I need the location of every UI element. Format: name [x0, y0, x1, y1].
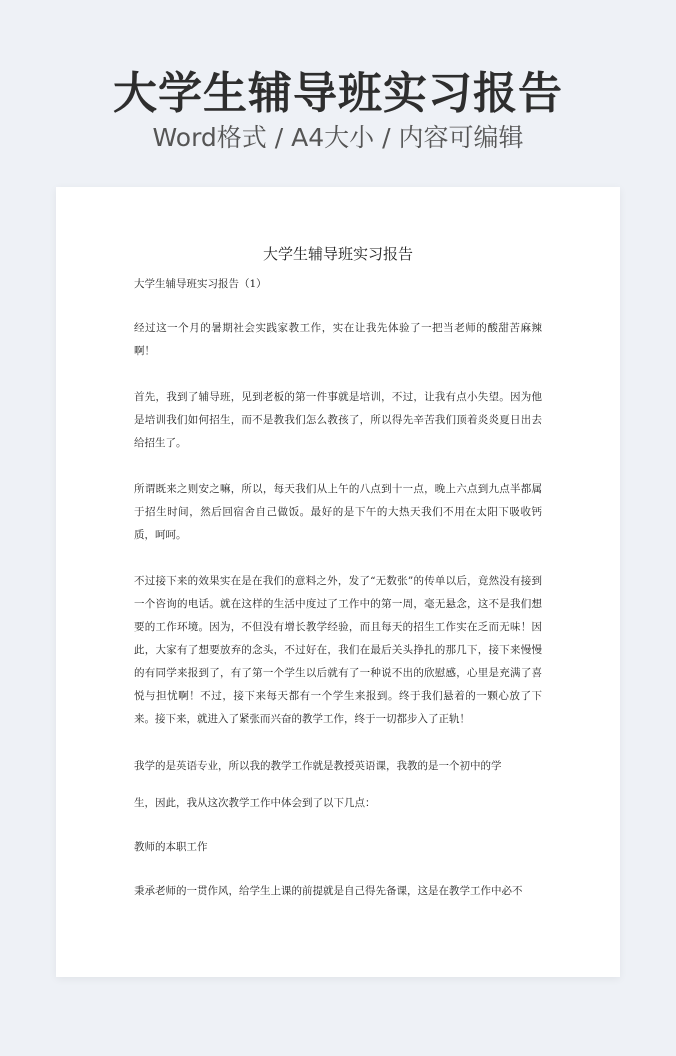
document-paragraph: 生，因此，我从这次教学工作中体会到了以下几点： — [134, 797, 376, 809]
document-subheading: 大学生辅导班实习报告（1） — [134, 278, 267, 290]
promo-subtitle: Word格式 / A4大小 / 内容可编辑 — [152, 123, 524, 152]
document-paragraph: 经过这一个月的暑期社会实践家教工作，实在让我先体验了一把当老师的酸甜苦麻辣啊！ — [134, 322, 542, 357]
promo-title: 大学生辅导班实习报告 — [113, 68, 563, 119]
document-paragraph: 所谓既来之则安之嘛，所以，每天我们从上午的八点到十一点，晚上六点到九点半都属于招生时间，然后回宿舍自己做饭。最好的是下午的大热天我们不用在太阳下吸收钙质，呵呵。 — [134, 483, 542, 541]
document-page — [56, 187, 620, 977]
document-section-heading: 教师的本职工作 — [134, 841, 208, 853]
document-paragraph: 首先，我到了辅导班，见到老板的第一件事就是培训，不过，让我有点小失望。因为他是培训我们如何招生，而不是教我们怎么教孩了，所以得先辛苦我们顶着炎炎夏日出去给招生了。 — [134, 391, 542, 449]
document-paragraph: 秉承老师的一贯作风，给学生上课的前提就是自己得先备课，这是在教学工作中必不 — [134, 885, 523, 897]
document-title: 大学生辅导班实习报告 — [262, 245, 413, 263]
document-paragraph: 我学的是英语专业，所以我的教学工作就是教授英语课，我教的是一个初中的学 — [134, 760, 502, 772]
document-paragraph: 不过接下来的效果实在是在我们的意料之外，发了“无数张”的传单以后，竟然没有接到一个咨询的电话。就在这样的生活中度过了工作中的第一周，毫无悬念，这不是我们想要的工作环境。因为，不但没有增长教学经验，而且每天的招生工作实在乏而无味！因此，大家有了想要放弃的念头，不过好在，我们在最后关头挣扎的那几下，接下来慢慢的有同学来报到了，有了第一个学生以后就有了一种说不出的欣慰感，心里是充满了喜悦与担忧啊！不过，接下来每天都有一个学生来报到。终于我们悬着的一颗心放了下来。接下来，就进入了紧张而兴奋的教学工作，终于一切都步入了正轨！ — [134, 575, 542, 725]
